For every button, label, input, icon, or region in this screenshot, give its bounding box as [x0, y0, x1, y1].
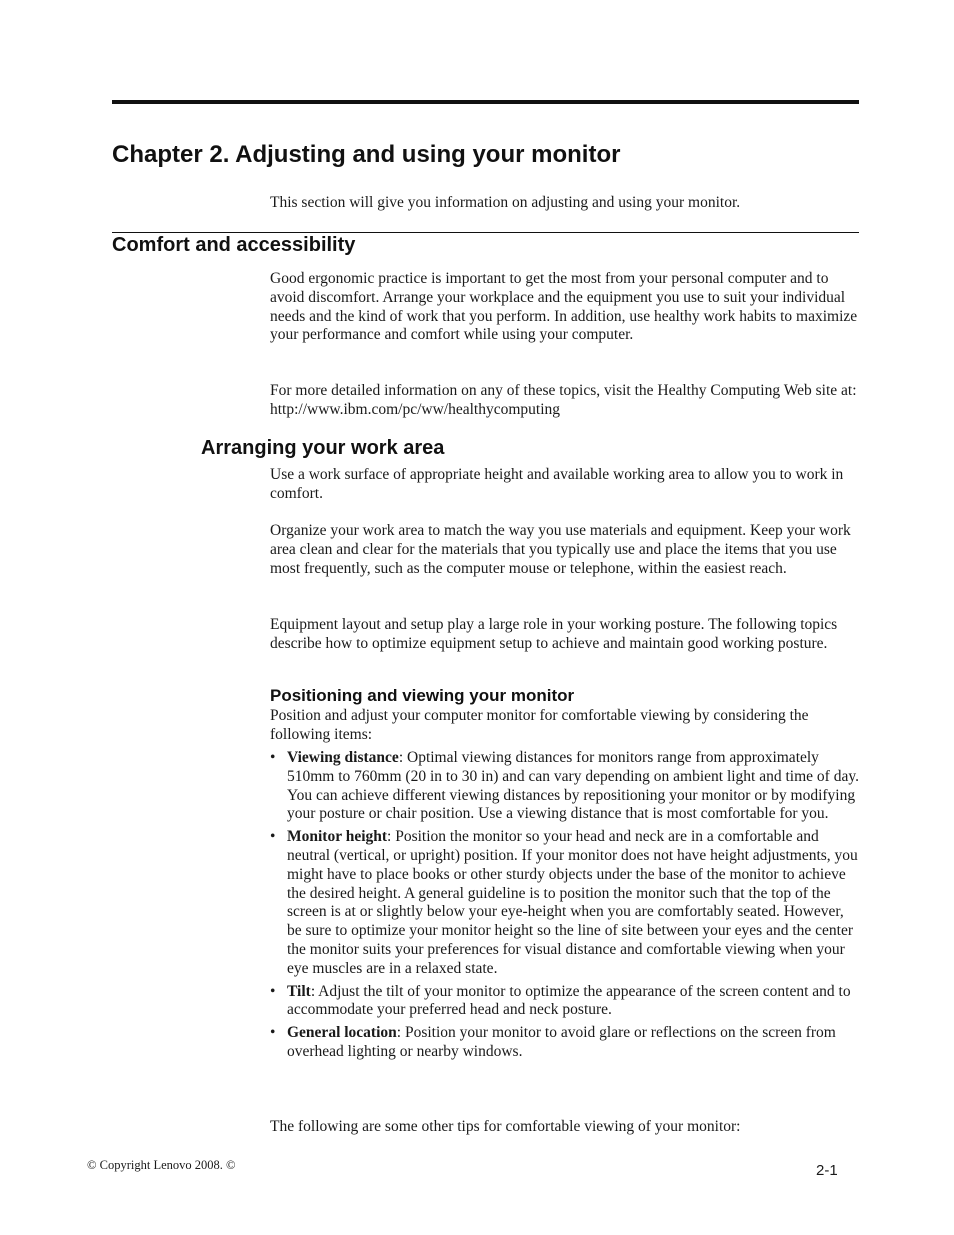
- list-item: [270, 828, 860, 978]
- item-term: Tilt: [287, 982, 311, 1000]
- subsection-title-positioning: Positioning and viewing your monitor: [270, 686, 575, 705]
- list-item: [270, 1024, 860, 1062]
- work-area-paragraph: Equipment layout and setup play a large role in your working posture. The following topics describe how to optimize equipment setup to achieve and maintain good working posture.: [270, 616, 838, 652]
- bullet-icon: •: [270, 1024, 276, 1042]
- item-text: : Adjust the tilt of your monitor to optimize the appearance of the screen content and to accommodate your preferred head and neck posture.: [287, 982, 851, 1019]
- chapter-top-rule: [112, 100, 859, 104]
- positioning-intro: Position and adjust your computer monitor for comfortable viewing by considering the following items:: [270, 707, 809, 743]
- chapter-intro: This section will give you information on adjusting and using your monitor.: [270, 194, 741, 211]
- bullet-icon: •: [270, 749, 276, 766]
- section-rule: [112, 232, 859, 233]
- bullet-icon: •: [270, 982, 276, 1000]
- list-item: [270, 983, 860, 1021]
- page-number: 2-1: [816, 1162, 838, 1179]
- item-text: : Position the monitor so your head and neck are in a comfortable and neutral (vertical, or upright) position. If your monitor does not have height adjustments, you might have to place books or other sturdy objects under the base of the monitor to achieve the desired height. A general guideline is to position the monitor such that the top of the screen is at or slightly below your eye-height when you are comfortably seated. However, be sure to optimize your monitor height so the line of site between your eyes and the center the monitor suits your preferences for visual distance and comfortable viewing when your eye muscles are in a relaxed state.: [287, 828, 858, 977]
- footer-copyright: © Copyright Lenovo 2008. ©: [87, 1158, 236, 1172]
- comfort-web-paragraph: For more detailed information on any of these topics, visit the Healthy Computing Web site at: http://www.ibm.com/pc/ww/healthycomputing: [270, 382, 857, 418]
- item-term: General location: [287, 1024, 397, 1042]
- positioning-list: [270, 749, 860, 1066]
- work-area-paragraph: Organize your work area to match the way you use materials and equipment. Keep your work area clean and clear for the materials that you typically use and place the items that you use most frequently, such as the computer mouse or telephone, within the easiest reach.: [270, 522, 851, 577]
- subsection-title-work-area: Arranging your work area: [201, 437, 445, 459]
- item-term: Viewing distance: [287, 749, 399, 766]
- section-title-comfort: Comfort and accessibility: [112, 234, 356, 256]
- item-text: : Position your monitor to avoid glare or reflections on the screen from overhead lighting or nearby windows.: [287, 1024, 836, 1060]
- chapter-title: Chapter 2. Adjusting and using your monitor: [112, 141, 621, 168]
- work-area-paragraph: Use a work surface of appropriate height and available working area to allow you to work in comfort.: [270, 466, 844, 502]
- positioning-closing: The following are some other tips for comfortable viewing of your monitor:: [270, 1118, 741, 1135]
- bullet-icon: •: [270, 828, 276, 846]
- item-term: Monitor height: [287, 828, 388, 846]
- comfort-paragraph: Good ergonomic practice is important to get the most from your personal computer and to avoid discomfort. Arrange your workplace and the equipment you use to suit your individual needs and the kind of work that you perform. In addition, use healthy work habits to maximize your performance and comfort while using your computer.: [270, 270, 858, 344]
- item-text: : Optimal viewing distances for monitors range from approximately 510mm to 760mm (20 in to 30 in) and can vary depending on ambient light and time of day. You can achieve different viewing distances by repositioning your monitor or by modifying your posture or chair position. Use a viewing distance that is most comfortable for you.: [287, 749, 859, 823]
- list-item: [270, 749, 860, 824]
